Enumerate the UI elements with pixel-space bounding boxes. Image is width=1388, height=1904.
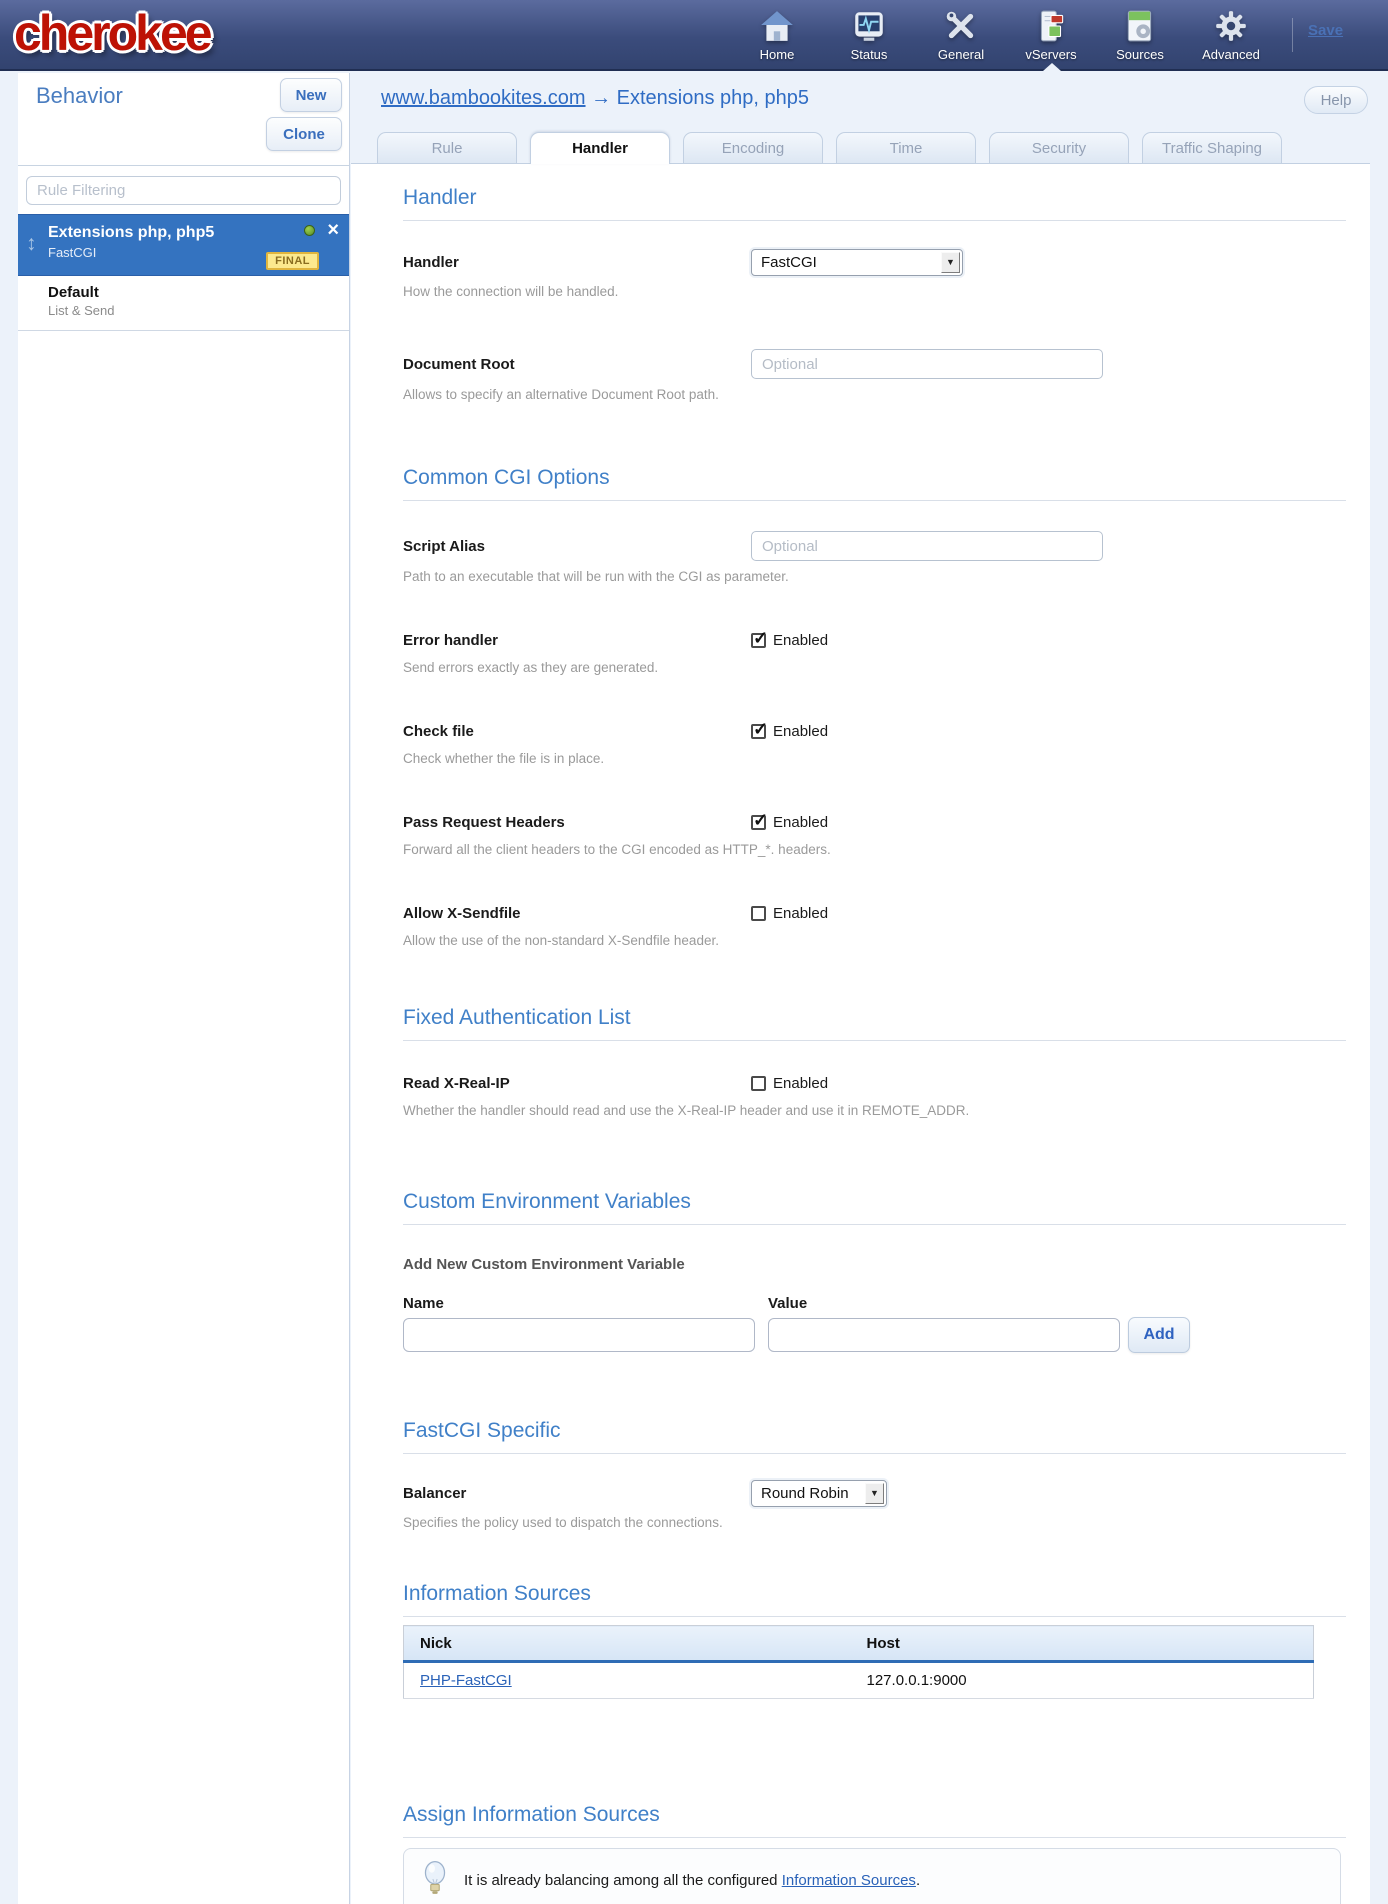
field-handler	[403, 249, 1346, 299]
checkmark-icon: ✓	[753, 809, 769, 830]
tab-encoding[interactable]: Encoding	[683, 132, 823, 163]
rule-enabled-dot-icon[interactable]	[304, 225, 315, 236]
nav-item-label: vServers	[1025, 47, 1077, 62]
section-heading: Fixed Authentication List	[403, 1006, 631, 1029]
section-divider	[403, 1224, 1346, 1225]
env-name-input[interactable]	[403, 1318, 755, 1352]
close-icon[interactable]: ×	[327, 219, 339, 241]
field-label: Pass Request Headers	[403, 813, 565, 831]
field-label: Check file	[403, 722, 474, 740]
home-icon	[732, 6, 822, 46]
rule-item-extensions-php[interactable]	[18, 214, 349, 276]
vserver-link[interactable]: www.bambookites.com	[381, 87, 586, 109]
tab-handler[interactable]: Handler	[530, 132, 670, 164]
env-column-labels	[403, 1295, 1346, 1312]
section-common-cgi-options	[403, 466, 1346, 948]
error-handler-checkbox[interactable]	[751, 627, 769, 648]
balancing-notice	[403, 1848, 1341, 1904]
checkbox-label: Enabled	[773, 813, 829, 831]
nav-item-label: Home	[759, 47, 795, 62]
content-panel	[351, 163, 1370, 1904]
section-divider	[403, 1837, 1346, 1838]
checkbox-label: Enabled	[773, 722, 829, 740]
env-input-row	[403, 1317, 1346, 1353]
env-subheading: Add New Custom Environment Variable	[403, 1256, 685, 1273]
read-x-real-ip-checkbox[interactable]	[751, 1076, 766, 1091]
field-read-x-real-ip	[403, 1071, 1346, 1118]
clone-rule-button[interactable]: Clone	[266, 117, 342, 151]
behavior-sidebar	[0, 73, 350, 1904]
tools-icon	[916, 6, 1006, 46]
field-label: Document Root	[403, 355, 515, 373]
section-handler	[403, 164, 1346, 402]
nav-item-sources[interactable]	[1095, 6, 1185, 62]
rule-filter-input[interactable]	[26, 176, 341, 205]
section-information-sources	[403, 1582, 1346, 1699]
sidebar-panel	[18, 73, 350, 1904]
rule-handler-name: List & Send	[48, 303, 115, 318]
checkbox-label: Enabled	[773, 631, 829, 649]
nav-item-advanced[interactable]	[1186, 6, 1276, 62]
nav-item-status[interactable]	[824, 6, 914, 62]
breadcrumb-rule: Extensions php, php5	[616, 87, 810, 109]
top-nav	[0, 0, 1388, 71]
field-label: Error handler	[403, 631, 499, 649]
checkmark-icon: ✓	[753, 627, 769, 648]
field-description: How the connection will be handled.	[403, 284, 619, 299]
nav-item-vservers[interactable]	[1006, 6, 1096, 62]
allow-x-sendfile-checkbox[interactable]	[751, 906, 766, 921]
tab-security[interactable]: Security	[989, 132, 1129, 163]
tab-traffic-shaping[interactable]: Traffic Shaping	[1142, 132, 1282, 163]
nick-column-header: Nick	[404, 1626, 851, 1662]
table-header-row	[404, 1626, 1314, 1662]
breadcrumb-arrow: →	[591, 87, 612, 109]
field-label: Script Alias	[403, 537, 485, 555]
checkmark-icon: ✓	[753, 718, 769, 739]
checkbox-label: Enabled	[773, 904, 829, 922]
balancer-select[interactable]	[751, 1480, 887, 1507]
rule-title: Default	[48, 284, 99, 301]
rule-handler-name: FastCGI	[48, 245, 97, 260]
field-description: Whether the handler should read and use the X-Real-IP header and use it in REMOTE_ADDR.	[403, 1103, 970, 1118]
field-label: Handler	[403, 254, 459, 271]
tab-rule[interactable]: Rule	[377, 132, 517, 163]
rule-list	[18, 165, 349, 331]
tab-bar	[351, 132, 1370, 163]
section-heading: Common CGI Options	[403, 466, 610, 489]
notice-text-before: It is already balancing among all the configured	[464, 1871, 782, 1889]
active-nav-pointer	[1043, 63, 1061, 71]
section-custom-environment-variables	[403, 1190, 1346, 1353]
rule-title: Extensions php, php5	[48, 224, 215, 241]
field-description: Allows to specify an alternative Document Root path.	[403, 387, 719, 402]
tab-time[interactable]: Time	[836, 132, 976, 163]
section-divider	[403, 1616, 1346, 1617]
sources-icon	[1095, 6, 1185, 46]
section-divider	[403, 1040, 1346, 1041]
section-divider	[403, 500, 1346, 501]
handler-select-value: FastCGI	[761, 254, 817, 271]
pass-request-headers-checkbox[interactable]	[751, 809, 769, 830]
env-value-label: Value	[768, 1295, 808, 1312]
script-alias-input[interactable]	[751, 531, 1103, 561]
field-description: Allow the use of the non-standard X-Sendfile header.	[403, 933, 719, 948]
host-column-header: Host	[851, 1626, 1314, 1662]
nav-item-home[interactable]	[732, 6, 822, 62]
nav-divider	[1292, 18, 1293, 52]
new-rule-button[interactable]: New	[280, 78, 342, 112]
field-document-root	[403, 349, 1346, 402]
information-sources-table	[403, 1625, 1314, 1699]
dropdown-arrow-icon[interactable]: ▼	[865, 1483, 884, 1504]
nav-item-label: General	[937, 47, 985, 62]
env-value-input[interactable]	[768, 1318, 1120, 1352]
nav-item-label: Sources	[1116, 47, 1164, 62]
notice-text-after: .	[915, 1871, 921, 1889]
field-label: Read X-Real-IP	[403, 1074, 510, 1092]
php-fastcgi-link[interactable]: PHP-FastCGI	[420, 1672, 512, 1689]
drag-handle-icon[interactable]: ↕	[26, 232, 37, 255]
table-row	[404, 1662, 1314, 1699]
field-pass-request-headers	[403, 810, 1346, 857]
field-label: Balancer	[403, 1485, 467, 1502]
nav-item-label: Advanced	[1202, 47, 1260, 62]
cherokee-logo[interactable]: cherokee	[14, 5, 210, 61]
status-monitor-icon	[824, 6, 914, 46]
section-fixed-authentication-list	[403, 1006, 1346, 1118]
sidebar-title: Behavior	[36, 83, 123, 108]
section-heading: Handler	[403, 186, 477, 209]
section-divider	[403, 1453, 1346, 1454]
dropdown-arrow-icon[interactable]: ▼	[941, 252, 960, 273]
information-sources-link[interactable]: Information Sources	[781, 1871, 916, 1889]
checkbox-label: Enabled	[773, 1074, 829, 1092]
section-divider	[403, 220, 1346, 221]
balancer-select-value: Round Robin	[761, 1485, 849, 1502]
field-description: Forward all the client headers to the CGI encoded as HTTP_*. headers.	[403, 842, 831, 857]
check-file-checkbox[interactable]	[751, 718, 769, 739]
field-label: Allow X-Sendfile	[403, 904, 521, 922]
main-area	[351, 73, 1388, 1904]
add-env-variable-button[interactable]: Add	[1128, 1317, 1190, 1353]
document-root-input[interactable]	[751, 349, 1103, 379]
section-heading: Information Sources	[403, 1582, 591, 1605]
notice-text	[464, 1872, 920, 1889]
section-heading: Custom Environment Variables	[403, 1190, 691, 1213]
section-heading: Assign Information Sources	[403, 1803, 660, 1826]
host-cell: 127.0.0.1:9000	[851, 1662, 1314, 1699]
save-link[interactable]: Save	[1308, 22, 1344, 39]
gear-icon	[1186, 6, 1276, 46]
section-heading: FastCGI Specific	[403, 1419, 561, 1442]
lightbulb-icon	[422, 1860, 448, 1901]
field-error-handler	[403, 628, 1346, 675]
breadcrumb	[381, 87, 809, 110]
field-script-alias	[403, 531, 1346, 584]
rule-item-default[interactable]	[18, 276, 349, 331]
field-description: Send errors exactly as they are generated.	[403, 660, 659, 675]
final-badge: FINAL	[266, 252, 319, 270]
servers-icon	[1006, 6, 1096, 46]
field-description: Path to an executable that will be run with the CGI as parameter.	[403, 569, 789, 584]
field-balancer	[403, 1480, 1346, 1530]
field-check-file	[403, 719, 1346, 766]
help-button[interactable]: Help	[1304, 86, 1368, 114]
section-fastcgi-specific	[403, 1419, 1346, 1530]
field-description: Specifies the policy used to dispatch the connections.	[403, 1515, 723, 1530]
field-allow-x-sendfile	[403, 901, 1346, 948]
field-description: Check whether the file is in place.	[403, 751, 605, 766]
handler-select[interactable]	[751, 249, 963, 276]
env-name-label: Name	[403, 1295, 444, 1312]
nav-item-label: Status	[850, 47, 888, 62]
nav-item-general[interactable]	[916, 6, 1006, 62]
section-assign-information-sources	[403, 1803, 1346, 1904]
